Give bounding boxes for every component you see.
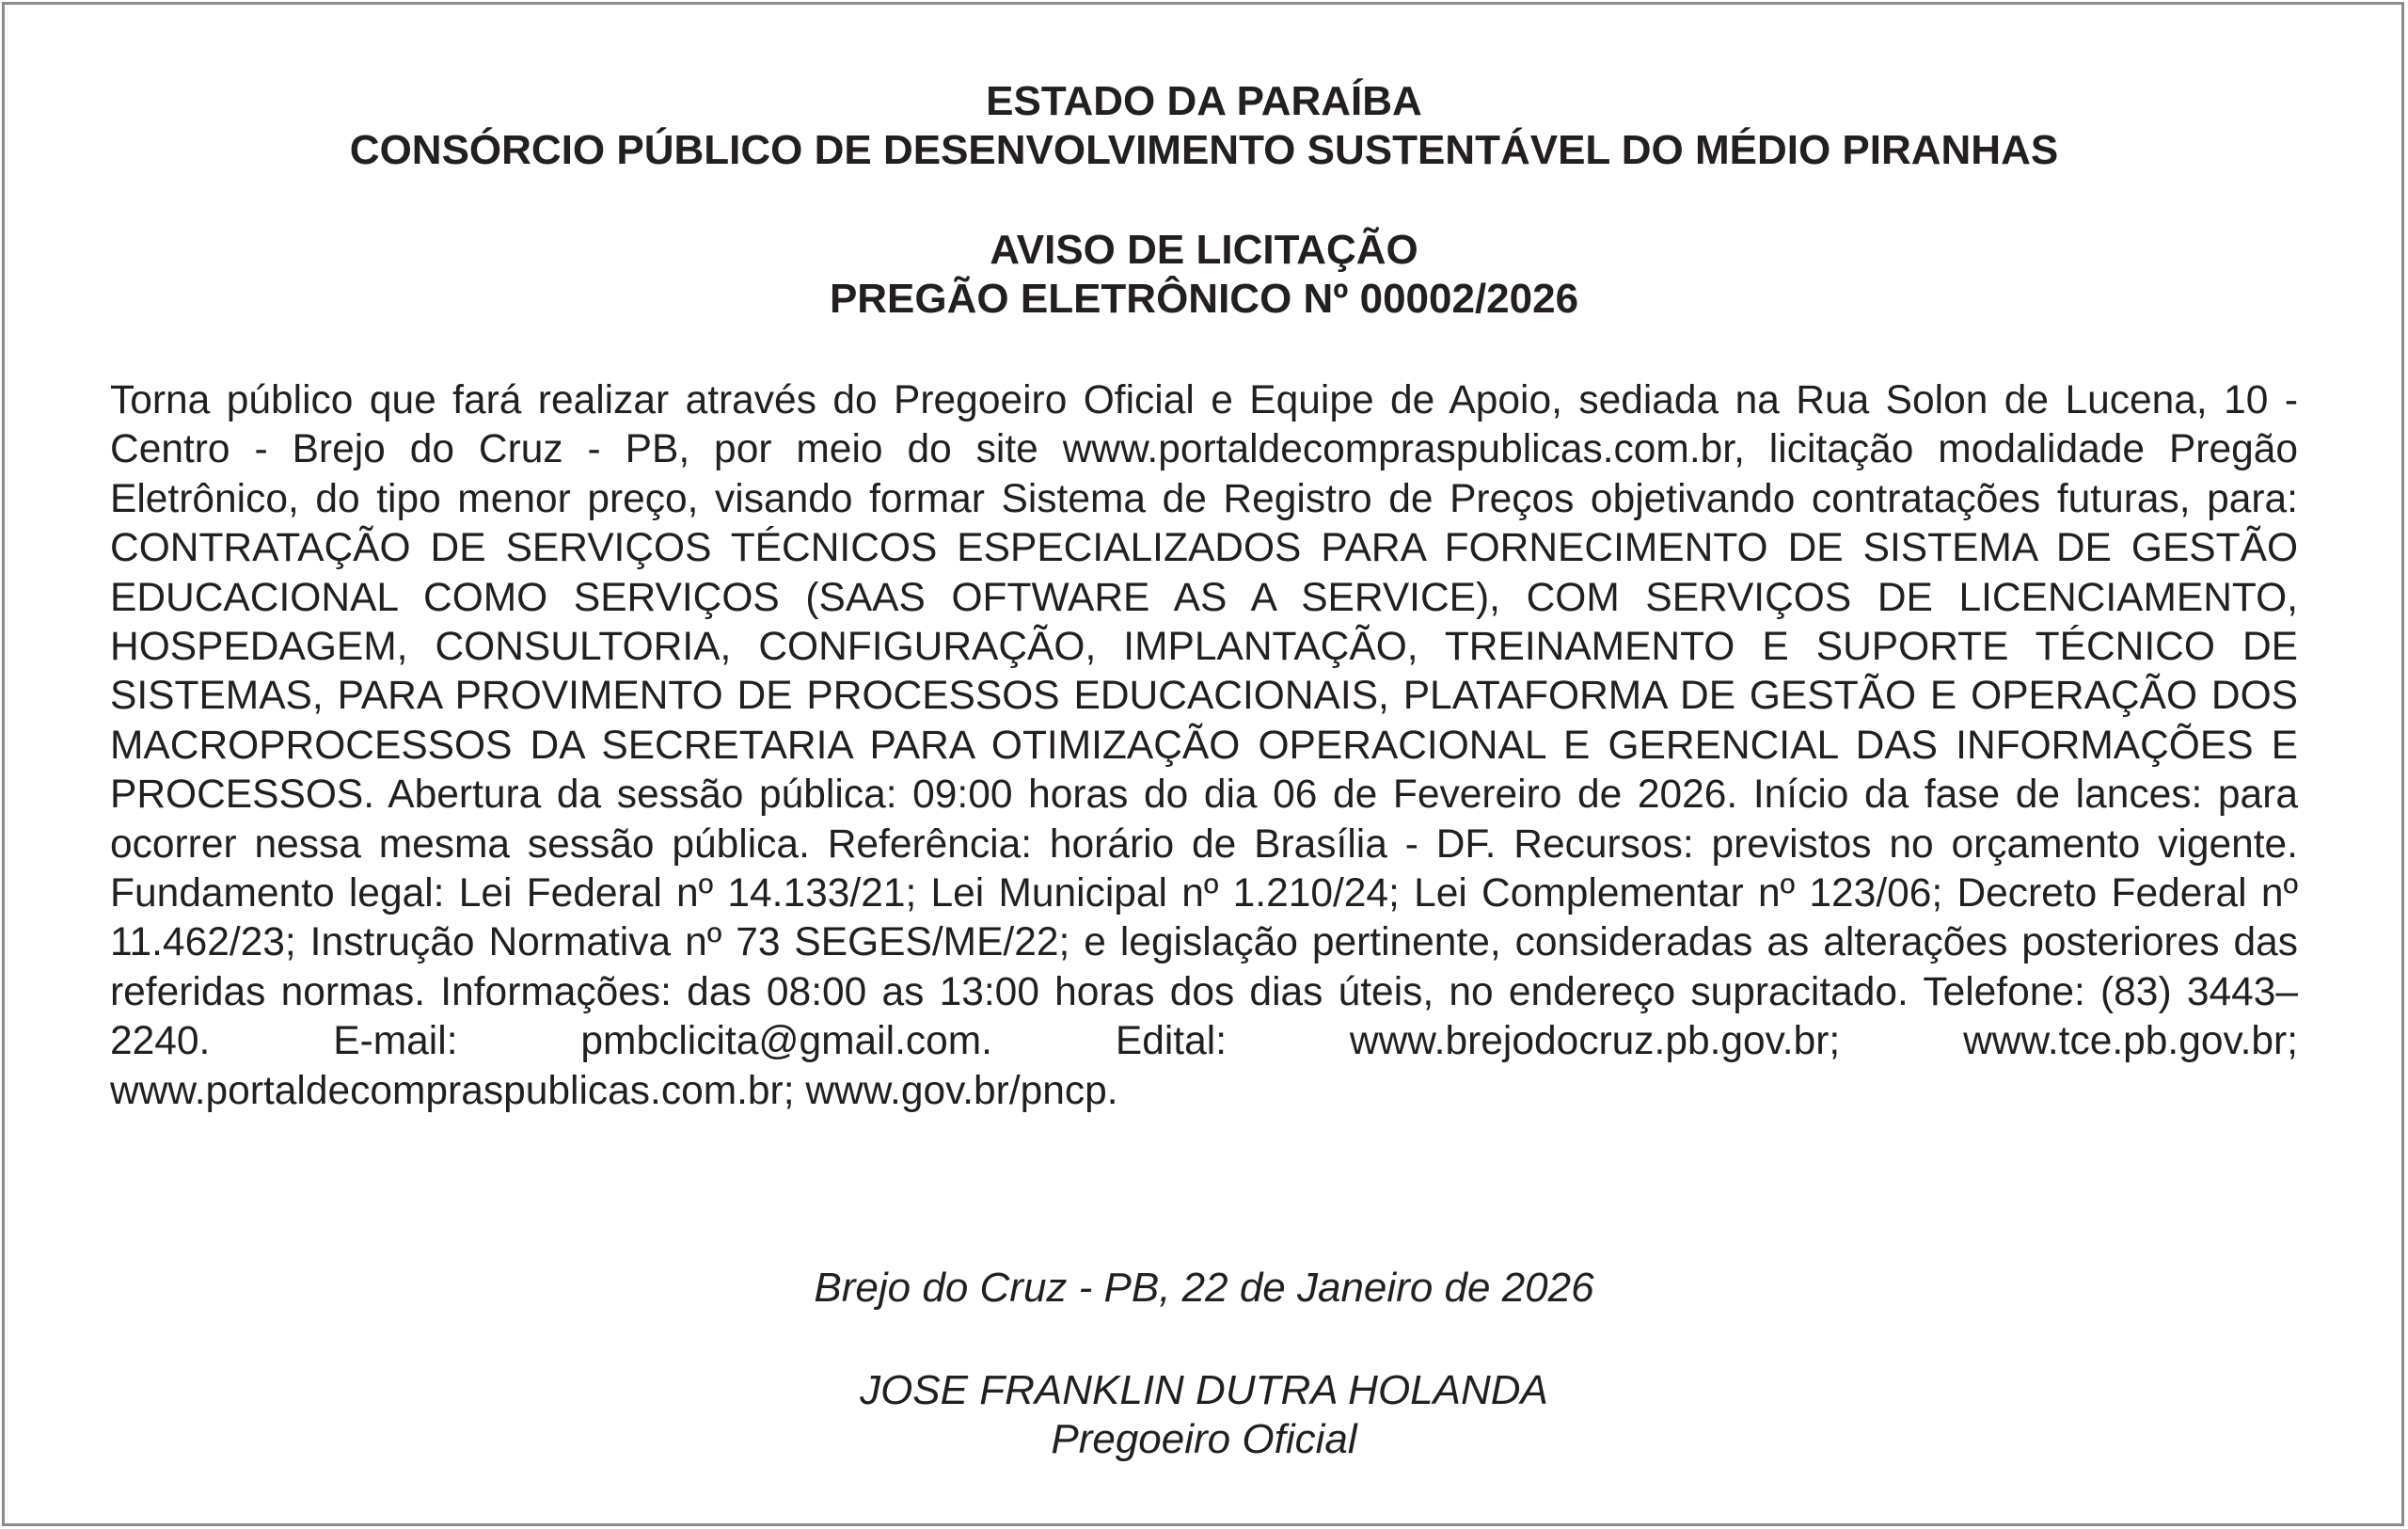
- signatory-role: Pregoeiro Oficial: [1051, 1416, 1357, 1462]
- place-date: [0, 1264, 2408, 1313]
- place-date-text: Brejo do Cruz - PB, 22 de Janeiro de 2026: [814, 1265, 1594, 1311]
- header: [0, 77, 2408, 175]
- organization-name: CONSÓRCIO PÚBLICO DE DESENVOLVIMENTO SUSTENTÁVEL DO MÉDIO PIRANHAS: [349, 127, 2059, 173]
- notice-title: [0, 226, 2408, 324]
- procedure-number: PREGÃO ELETRÔNICO Nº 00002/2026: [829, 276, 1579, 322]
- notice-type: AVISO DE LICITAÇÃO: [990, 227, 1418, 273]
- notice-body: Torna público que fará realizar através do Pregoeiro Oficial e Equipe de Apoio, sediada na Rua Solon de Lucena, 10 - Centro - Brejo do Cruz - PB, por meio do site www.portaldecompraspublicas.com.br, licitação modalidade Pregão Eletrônico, do tipo menor preço, visando formar Sistema de Registro de Preços objetivando contratações futuras, para: CONTRATAÇÃO DE SERVIÇOS TÉCNICOS ESPECIALIZADOS PARA FORNECIMENTO DE SISTEMA DE GESTÃO EDUCACIONAL COMO SERVIÇOS (SAAS OFTWARE AS A SERVICE), COM SERVIÇOS DE LICENCIAMENTO, HOSPEDAGEM, CONSULTORIA, CONFIGURAÇÃO, IMPLANTAÇÃO, TREINAMENTO E SUPORTE TÉCNICO DE SISTEMAS, PARA PROVIMENTO DE PROCESSOS EDUCACIONAIS, PLATAFORMA DE GESTÃO E OPERAÇÃO DOS MACROPROCESSOS DA SECRETARIA PARA OTIMIZAÇÃO OPERACIONAL E GERENCIAL DAS INFORMAÇÕES E PROCESSOS. Abertura da sessão pública: 09:00 horas do dia 06 de Fevereiro de 2026. Início da fase de lances: para ocorrer nessa mesma sessão pública. Referência: horário de Brasília - DF. Recursos: previstos no orçamento vigente. Fundamento legal: Lei Federal nº 14.133/21; Lei Municipal nº 1.210/24; Lei Complementar nº 123/06; Decreto Federal nº 11.462/23; Instrução Normativa nº 73 SEGES/ME/22; e legislação pertinente, consideradas as alterações posteriores das referidas normas. Informações: das 08:00 as 13:00 horas dos dias úteis, no endereço supracitado. Telefone: (83) 3443–2240. E-mail: pmbclicita@gmail.com. Edital: www.brejodocruz.pb.gov.br; www.tce.pb.gov.br; www.portaldecompraspublicas.com.br; www.gov.br/pncp.: [110, 378, 2298, 1113]
- signatory-name: JOSE FRANKLIN DUTRA HOLANDA: [860, 1367, 1548, 1413]
- state-name: ESTADO DA PARAÍBA: [986, 78, 1422, 124]
- signature-block: [0, 1366, 2408, 1464]
